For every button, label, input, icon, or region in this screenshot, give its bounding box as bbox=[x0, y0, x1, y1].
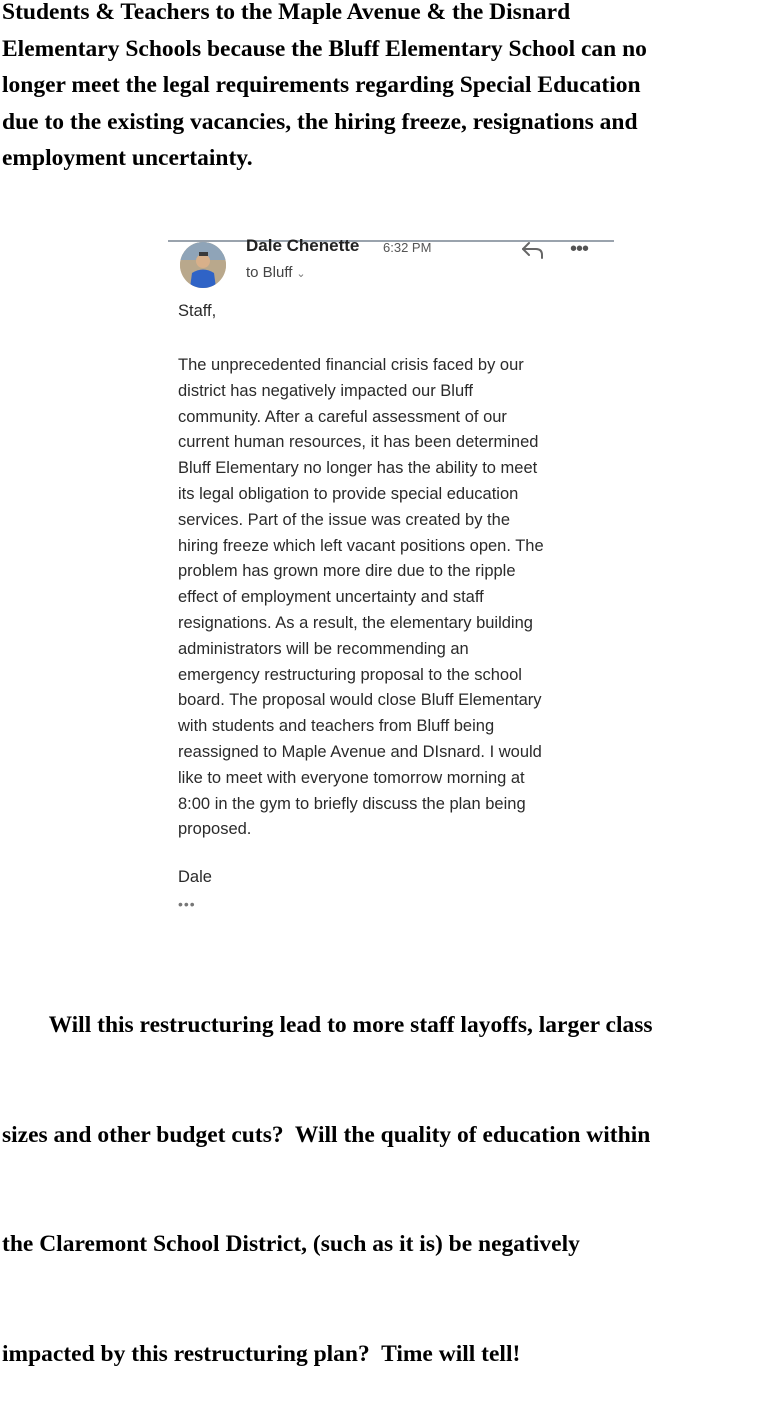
closing-line: the Claremont School District, (such as it is) be negatively bbox=[2, 1231, 580, 1257]
body-line: administrators will be recommending an bbox=[178, 639, 469, 658]
chevron-down-icon: ⌄ bbox=[296, 268, 306, 280]
more-icon[interactable]: ••• bbox=[570, 238, 589, 260]
body-line: like to meet with everyone tomorrow morning at bbox=[178, 768, 525, 787]
body-line: current human resources, it has been determined bbox=[178, 433, 539, 452]
intro-line: employment uncertainty. bbox=[2, 145, 253, 171]
avatar bbox=[180, 242, 226, 288]
body-line: with students and teachers from Bluff being bbox=[178, 717, 495, 736]
intro-line: due to the existing vacancies, the hiring freeze, resignations and bbox=[2, 108, 638, 135]
closing-line: sizes and other budget cuts? Will the quality of education within bbox=[2, 1121, 651, 1148]
body-line: emergency restructuring proposal to the school bbox=[178, 665, 522, 684]
body-line: district has negatively impacted our Bluff bbox=[178, 381, 474, 400]
email-greeting: Staff, bbox=[178, 302, 217, 320]
sent-time: 6:32 PM bbox=[383, 240, 432, 255]
email-screenshot bbox=[168, 232, 618, 922]
sender-name: Dale Chenette bbox=[246, 236, 360, 255]
body-line: hiring freeze which left vacant positions open. The bbox=[178, 536, 544, 555]
body-line: proposed. bbox=[178, 820, 252, 839]
trimmed-content-icon[interactable]: ••• bbox=[178, 896, 196, 912]
reply-icon[interactable] bbox=[520, 240, 546, 260]
closing-paragraph bbox=[2, 934, 774, 1409]
body-line: Bluff Elementary no longer has the ability to meet bbox=[178, 459, 538, 478]
intro-line: Students & Teachers to the Maple Avenue & the Disnard bbox=[2, 0, 571, 25]
body-line: services. Part of the issue was created by the bbox=[178, 510, 510, 529]
email-signature: Dale bbox=[178, 868, 212, 886]
closing-line: impacted by this restructuring plan? Time will tell! bbox=[2, 1340, 521, 1367]
recipients-label: to Bluff bbox=[246, 264, 293, 281]
body-line: reassigned to Maple Avenue and DIsnard. I would bbox=[178, 742, 542, 761]
body-line: effect of employment uncertainty and staff bbox=[178, 588, 484, 607]
intro-paragraph bbox=[2, 0, 774, 177]
body-line: board. The proposal would close Bluff Elementary bbox=[178, 691, 542, 710]
closing-line: Will this restructuring lead to more staff layoffs, larger class bbox=[2, 1012, 653, 1038]
intro-line: Elementary Schools because the Bluff Elementary School can no bbox=[2, 35, 647, 62]
intro-line: longer meet the legal requirements regarding Special Education bbox=[2, 72, 641, 98]
body-line: problem has grown more dire due to the ripple bbox=[178, 562, 516, 581]
recipients[interactable] bbox=[246, 264, 306, 281]
body-line: community. After a careful assessment of our bbox=[178, 407, 507, 426]
email-body bbox=[178, 353, 544, 843]
body-line: resignations. As a result, the elementary building bbox=[178, 613, 533, 632]
body-line: 8:00 in the gym to briefly discuss the plan being bbox=[178, 794, 526, 813]
body-line: The unprecedented financial crisis faced by our bbox=[178, 356, 524, 374]
body-line: its legal obligation to provide special education bbox=[178, 484, 519, 503]
